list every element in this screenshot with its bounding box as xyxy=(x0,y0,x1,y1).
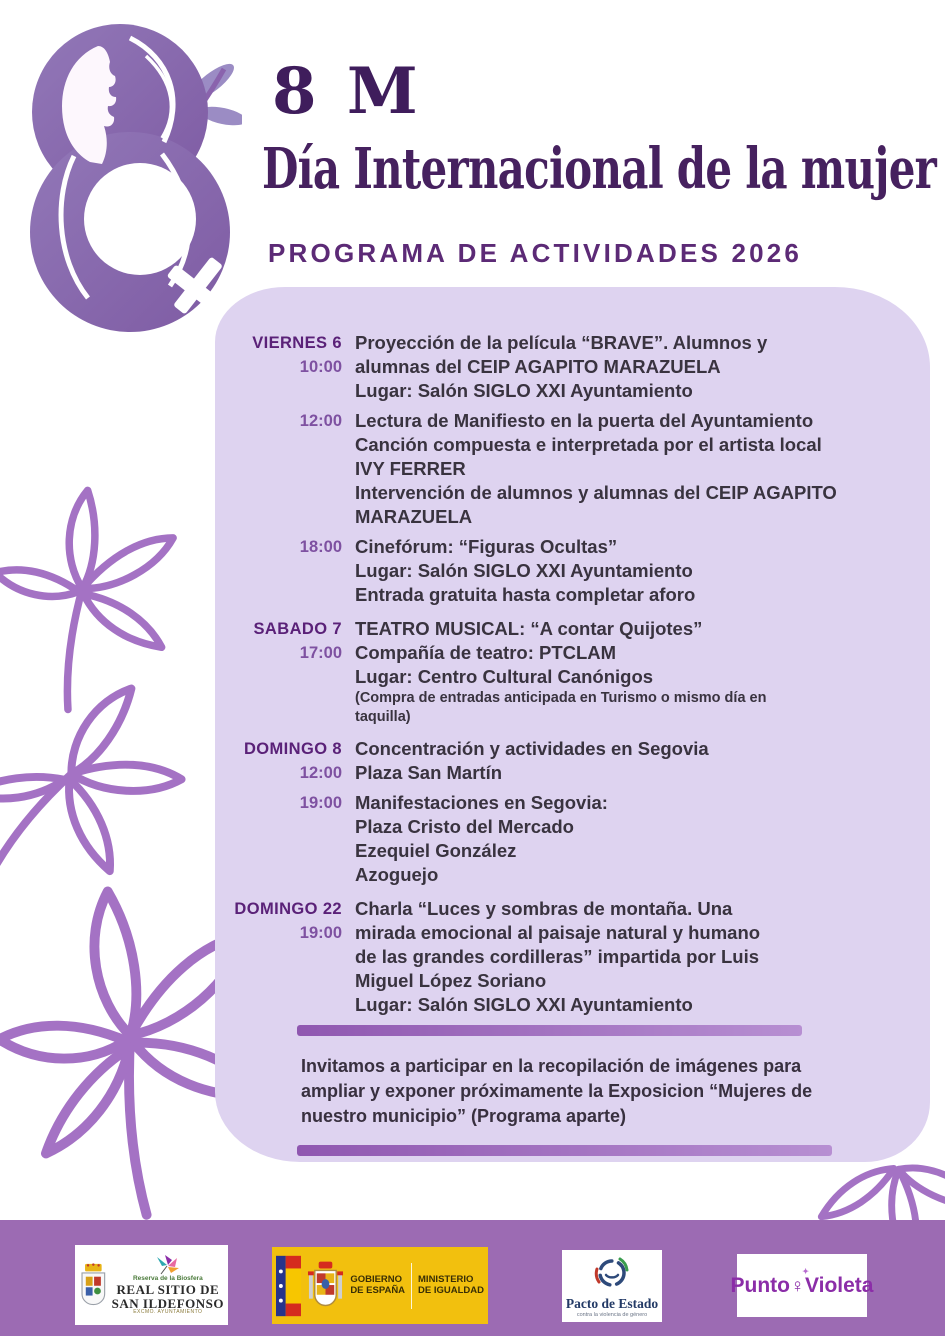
event-text-line: nuestro municipio” (Programa aparte) xyxy=(301,1106,627,1126)
entry-label xyxy=(225,791,355,887)
event-text-line: mirada emocional al paisaje natural y humano xyxy=(355,922,761,943)
schedule-entry xyxy=(225,897,916,1017)
event-text-line: Intervención de alumnos y alumnas del CEIP AGAPITO xyxy=(355,482,837,503)
notice-text xyxy=(301,1054,916,1129)
entry-label xyxy=(225,535,355,607)
time-label: 12:00 xyxy=(299,412,342,430)
footer-band xyxy=(0,1220,945,1336)
schedule-entry xyxy=(225,617,916,727)
schedule-entry xyxy=(225,409,916,529)
entry-body xyxy=(355,617,916,727)
schedule-entry xyxy=(225,331,916,403)
footer-logo-gobierno xyxy=(272,1247,488,1324)
day-label: SABADO 7 xyxy=(253,620,342,638)
event-text-line: de las grandes cordilleras” impartida por Luis xyxy=(355,946,760,967)
time-label: 18:00 xyxy=(299,538,342,556)
real-sitio-biosfera-label: Reserva de la Biosfera xyxy=(132,1275,203,1283)
event-text-line: Manifestaciones en Segovia: xyxy=(355,792,608,813)
time-label: 10:00 xyxy=(299,358,342,376)
woman-eight-logo-icon xyxy=(12,14,242,339)
entry-body xyxy=(355,535,916,607)
event-text-line: Lugar: Salón SIGLO XXI Ayuntamiento xyxy=(355,380,693,401)
event-text-line: Lectura de Manifiesto en la puerta del Ayuntamiento xyxy=(355,410,814,431)
event-text-line: IVY FERRER xyxy=(355,458,466,479)
real-sitio-title: REAL SITIO DE xyxy=(116,1282,220,1298)
gobierno-label: GOBIERNO DE ESPAÑA xyxy=(350,1273,406,1296)
coat-of-arms-icon xyxy=(79,1255,108,1315)
event-text-line: (Compra de entradas anticipada en Turismo o mismo día en xyxy=(355,690,767,706)
day-label: DOMINGO 22 xyxy=(234,900,342,918)
day-label: VIERNES 6 xyxy=(252,334,342,352)
real-sitio-title: SAN ILDEFONSO xyxy=(111,1295,224,1311)
event-text-line: MARAZUELA xyxy=(355,506,473,527)
event-text-line: Entrada gratuita hasta completar aforo xyxy=(355,584,696,605)
event-text-line: Miguel López Soriano xyxy=(355,970,547,991)
schedule-panel xyxy=(215,287,930,1162)
time-label: 12:00 xyxy=(299,764,342,782)
entry-label xyxy=(225,737,355,785)
sparkle-icon: ✦ xyxy=(802,1266,809,1276)
page-title: Día Internacional de la mujer xyxy=(262,136,937,202)
event-text-line: Lugar: Centro Cultural Canónigos xyxy=(355,666,654,687)
schedule-list xyxy=(225,331,916,1017)
event-text-line: Charla “Luces y sombras de montaña. Una xyxy=(355,898,733,919)
event-text-line: Lugar: Salón SIGLO XXI Ayuntamiento xyxy=(355,994,693,1015)
event-text-line: Concentración y actividades en Segovia xyxy=(355,738,709,759)
eight-m-mark: 8 M xyxy=(272,54,422,129)
ministerio-label: MINISTERIO DE IGUALDAD xyxy=(418,1273,484,1296)
event-text-line: Proyección de la película “BRAVE”. Alumnos y xyxy=(355,332,768,353)
event-text-line: Lugar: Salón SIGLO XXI Ayuntamiento xyxy=(355,560,693,581)
entry-body xyxy=(355,897,916,1017)
event-text-line: ampliar y exponer próximamente la Exposicion “Mujeres de xyxy=(301,1081,813,1101)
event-text-line: Invitamos a participar en la recopilación de imágenes para xyxy=(301,1056,802,1076)
divider-bar xyxy=(297,1145,832,1156)
schedule-entry xyxy=(225,535,916,607)
entry-label xyxy=(225,331,355,403)
butterfly-icon xyxy=(153,1254,183,1276)
event-text-line: TEATRO MUSICAL: “A contar Quijotes” xyxy=(355,618,703,639)
time-label: 17:00 xyxy=(299,644,342,662)
spain-coat-of-arms-icon xyxy=(307,1261,344,1311)
event-text-line: Cinefórum: “Figuras Ocultas” xyxy=(355,536,618,557)
day-label: DOMINGO 8 xyxy=(243,740,342,758)
event-text-line: Azoguejo xyxy=(355,864,439,885)
entry-body xyxy=(355,409,916,529)
venus-symbol-icon: ♀ xyxy=(790,1275,805,1297)
divider xyxy=(411,1263,412,1309)
entry-body xyxy=(355,331,916,403)
pacto-circle-icon xyxy=(592,1254,632,1294)
event-text-line: alumnas del CEIP AGAPITO MARAZUELA xyxy=(355,356,721,377)
entry-body xyxy=(355,737,916,785)
time-label: 19:00 xyxy=(299,924,342,942)
footer-logo-real-sitio xyxy=(75,1245,228,1325)
entry-label xyxy=(225,409,355,529)
event-text-line: Canción compuesta e interpretada por el artista local xyxy=(355,434,822,455)
event-text-line: Compañía de teatro: PTCLAM xyxy=(355,642,617,663)
punto-violeta-wordmark: Punto ♀ ✦ Violeta xyxy=(730,1266,874,1297)
leaf-branch-icon xyxy=(0,450,212,723)
spain-flag-icon xyxy=(276,1255,301,1317)
entry-label xyxy=(225,617,355,727)
leaf-branch-icon xyxy=(0,593,251,953)
schedule-entry xyxy=(225,791,916,887)
footer-logo-pacto xyxy=(562,1250,662,1322)
footer-logo-punto-violeta xyxy=(730,1254,874,1317)
divider-bar xyxy=(297,1025,802,1036)
event-text-line: Ezequiel González xyxy=(355,840,517,861)
real-sitio-subtitle: EXCMO. AYUNTAMIENTO xyxy=(133,1309,203,1316)
event-text-line: taquilla) xyxy=(355,709,411,725)
pacto-subtitle: contra la violencia de género xyxy=(576,1312,648,1318)
page-subtitle: PROGRAMA DE ACTIVIDADES 2026 xyxy=(268,238,803,268)
event-text-line: Plaza Cristo del Mercado xyxy=(355,816,574,837)
entry-body xyxy=(355,791,916,887)
schedule-entry xyxy=(225,737,916,785)
pacto-title: Pacto de Estado xyxy=(565,1296,659,1311)
time-label: 19:00 xyxy=(299,794,342,812)
event-text-line: Plaza San Martín xyxy=(355,762,503,783)
entry-label xyxy=(225,897,355,1017)
